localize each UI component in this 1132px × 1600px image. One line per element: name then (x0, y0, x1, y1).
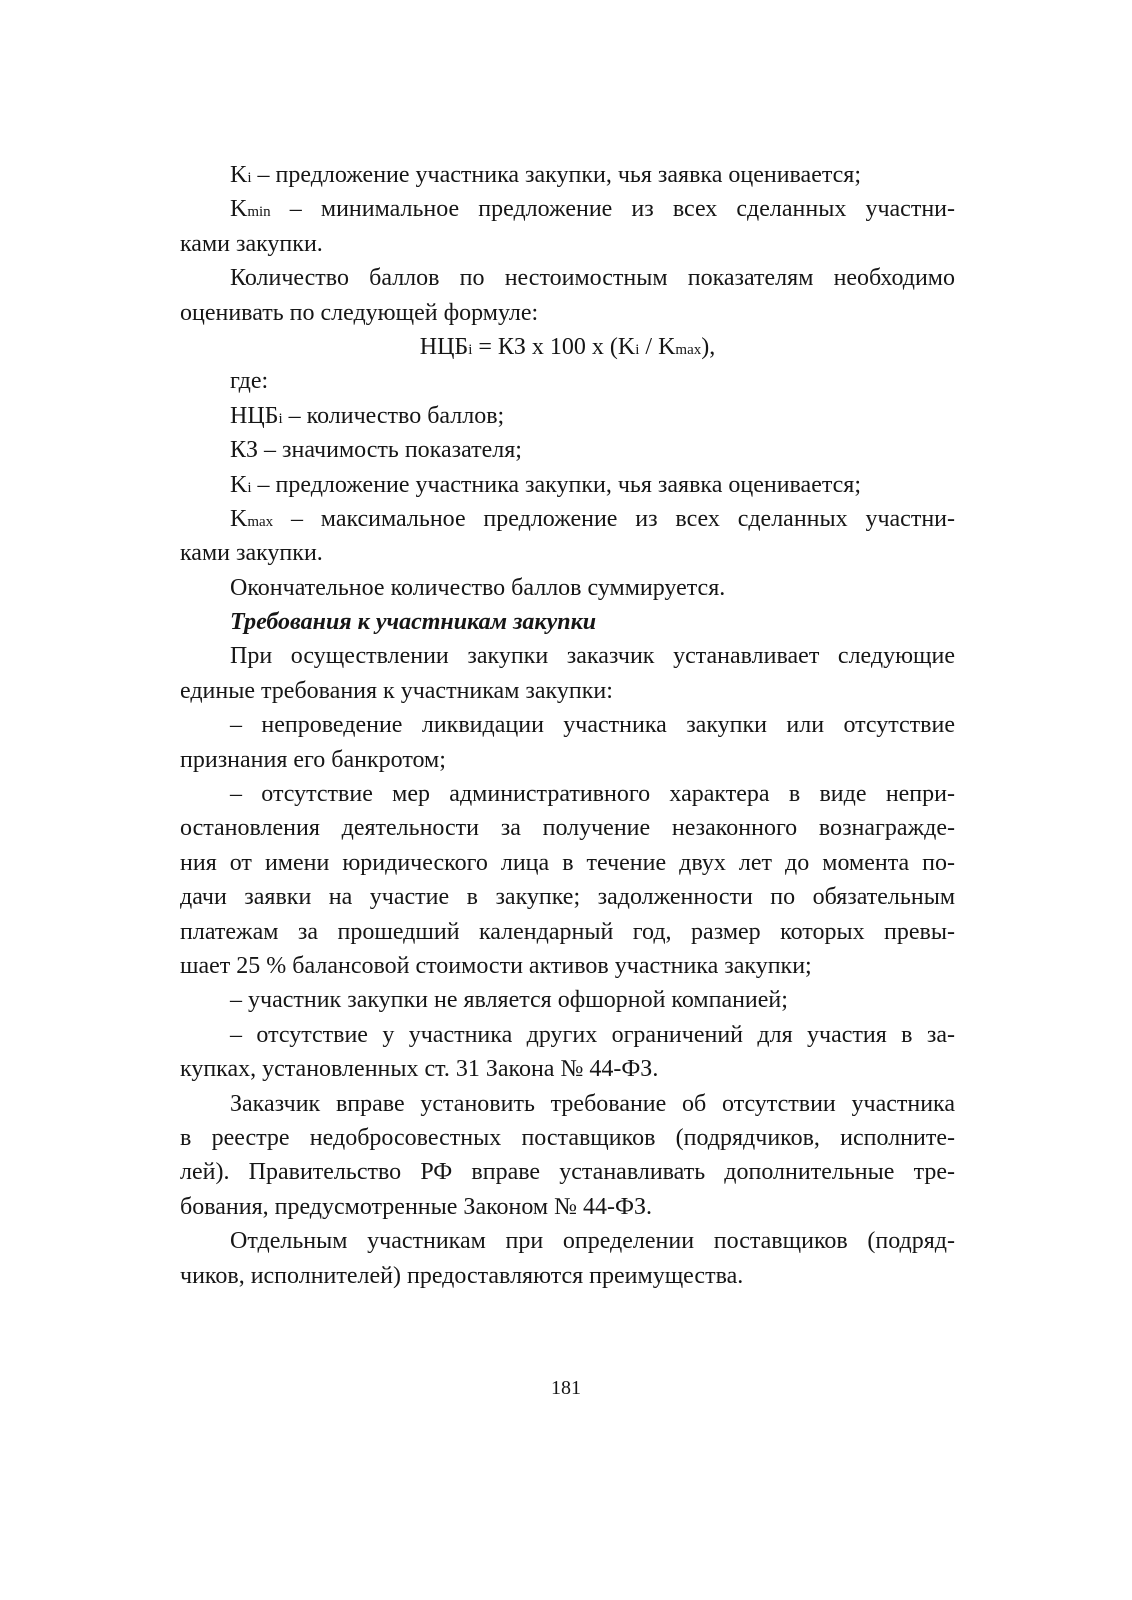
paragraph-line: бования, предусмотренные Законом № 44-ФЗ. (180, 1193, 652, 1220)
list-item-cont: дачи заявки на участие в закупке; задолженности по обязательным (180, 884, 955, 911)
page-body (180, 158, 955, 1293)
list-item: – участник закупки не является офшорной компанией; (230, 987, 788, 1014)
list-item: – отсутствие у участника других ограничений для участия в за- (230, 1021, 955, 1048)
paragraph-line: Заказчик вправе установить требование об отсутствии участника (230, 1090, 955, 1117)
paragraph-line: Отдельным участникам при определении поставщиков (подряд- (230, 1228, 955, 1255)
formula: НЦБi = КЗ х 100 х (Ki / Kmax), (419, 333, 716, 360)
kmin-definition: Kmin – минимальное предложение из всех сделанных участни- (230, 196, 955, 223)
paragraph-line: При осуществлении закупки заказчик устанавливает следующие (230, 643, 955, 670)
list-item: – отсутствие мер административного характера в виде непри- (230, 781, 955, 808)
paragraph-line: Количество баллов по нестоимостным показателям необходимо (230, 265, 955, 292)
paragraph-line: лей). Правительство РФ вправе устанавливать дополнительные тре- (180, 1159, 955, 1186)
section-heading: Требования к участникам закупки (230, 609, 597, 636)
kz-definition: КЗ – значимость показателя; (230, 437, 522, 464)
kmin-definition-cont: ками закупки. (180, 230, 323, 257)
paragraph-line: в реестре недобросовестных поставщиков (подрядчиков, исполните- (180, 1124, 955, 1151)
paragraph-line: чиков, исполнителей) предоставляются преимущества. (180, 1262, 744, 1289)
list-item-cont: признания его банкротом; (180, 746, 446, 773)
page-number: 181 (551, 1377, 581, 1399)
kmax-definition-cont: ками закупки. (180, 540, 323, 567)
list-item-cont: остановления деятельности за получение незаконного вознагражде- (180, 815, 955, 842)
list-item-cont: ния от имени юридического лица в течение двух лет до момента по- (180, 849, 955, 876)
final-sum: Окончательное количество баллов суммируется. (230, 574, 726, 601)
where-label: где: (230, 368, 269, 395)
paragraph-line: оценивать по следующей формуле: (180, 299, 539, 326)
paragraph-line: единые требования к участникам закупки: (180, 677, 613, 704)
ncb-definition: НЦБi – количество баллов; (230, 402, 505, 429)
ki-definition-2: Ki – предложение участника закупки, чья заявка оценивается; (230, 471, 861, 498)
list-item-cont: купках, установленных ст. 31 Закона № 44-ФЗ. (180, 1056, 659, 1083)
list-item-cont: шает 25 % балансовой стоимости активов участника закупки; (180, 952, 812, 979)
kmax-definition: Kmax – максимальное предложение из всех сделанных участни- (230, 505, 955, 532)
list-item: – непроведение ликвидации участника закупки или отсутствие (230, 712, 955, 739)
ki-definition: Ki – предложение участника закупки, чья заявка оценивается; (230, 162, 861, 188)
list-item-cont: платежам за прошедший календарный год, размер которых превы- (180, 918, 955, 945)
